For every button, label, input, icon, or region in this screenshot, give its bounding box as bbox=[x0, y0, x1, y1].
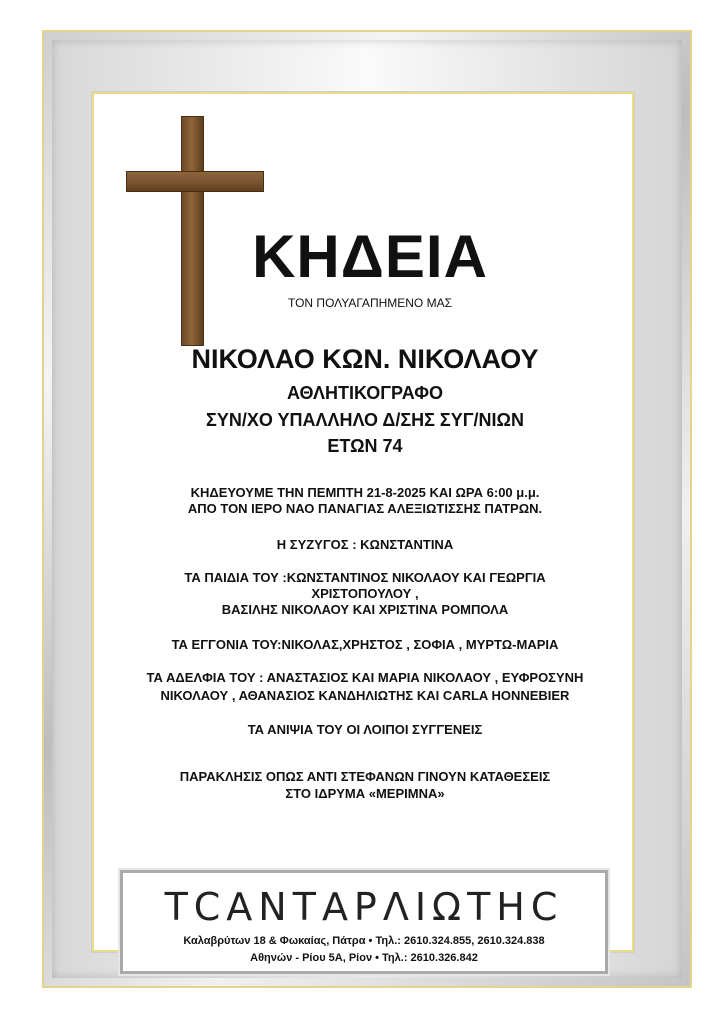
cross-horizontal-beam bbox=[126, 171, 264, 192]
spouse-line: Η ΣΥΖΥΓΟΣ : ΚΩΝΣΤΑΝΤΙΝΑ bbox=[276, 537, 454, 552]
funeral-date-line: ΚΗΔΕΥΟΥΜΕ ΤΗΝ ΠΕΜΠΤΗ 21-8-2025 ΚΑΙ ΩΡΑ 6:00 μ.μ. bbox=[190, 485, 540, 500]
grandchildren-line: ΤΑ ΕΓΓΟΝΙΑ ΤΟΥ:ΝΙΚΟΛΑΣ,ΧΡΗΣΤΟΣ , ΣΟΦΙΑ , ΜΥΡΤΩ-ΜΑΡΙΑ bbox=[171, 637, 559, 652]
deceased-name: ΝΙΚΟΛΑΟ ΚΩΝ. ΝΙΚΟΛΑΟΥ bbox=[191, 344, 539, 374]
children-line-3: ΒΑΣΙΛΗΣ ΝΙΚΟΛΑΟΥ ΚΑΙ ΧΡΙΣΤΙΝΑ ΡΟΜΠΟΛΑ bbox=[221, 602, 509, 617]
funeral-location-line: ΑΠΟ ΤΟΝ ΙΕΡΟ ΝΑΟ ΠΑΝΑΓΙΑΣ ΑΛΕΞΙΩΤΙΣΣΗΣ ΠΑΤΡΩΝ. bbox=[187, 501, 543, 516]
funeral-home-address-2: Αθηνών - Ρίου 5Α, Ρίον • Τηλ.: 2610.326.842 bbox=[250, 952, 478, 964]
deceased-age: ΕΤΩΝ 74 bbox=[327, 436, 403, 456]
siblings-line-1: ΤΑ ΑΔΕΛΦΙΑ ΤΟΥ : ΑΝΑΣΤΑΣΙΟΣ ΚΑΙ ΜΑΡΙΑ ΝΙΚΟΛΑΟΥ , ΕΥΦΡΟΣΥΝΗ bbox=[146, 670, 584, 685]
children-line-2: ΧΡΙΣΤΟΠΟΥΛΟΥ , bbox=[311, 586, 419, 601]
nephews-line: ΤΑ ΑΝΙΨΙΑ ΤΟΥ ΟΙ ΛΟΙΠΟΙ ΣΥΓΓΕΝΕΙΣ bbox=[247, 722, 483, 737]
funeral-home-address-1: Καλαβρύτων 18 & Φωκαίας, Πάτρα • Τηλ.: 2610.324.855, 2610.324.838 bbox=[183, 935, 545, 947]
funeral-home-box bbox=[120, 870, 608, 974]
notice-subline: ΤΟΝ ΠΟΛΥΑΓΑΠΗΜΕΝΟ ΜΑΣ bbox=[287, 296, 453, 310]
siblings-line-2: ΝΙΚΟΛΑΟΥ , ΑΘΑΝΑΣΙΟΣ ΚΑΝΔΗΛΙΩΤΗΣ ΚΑΙ CARLA HONNEBIER bbox=[160, 688, 570, 703]
notice-headline: ΚΗΔΕΙΑ bbox=[252, 223, 488, 290]
deceased-position: ΣΥΝ/ΧΟ ΥΠΑΛΛΗΛΟ Δ/ΣΗΣ ΣΥΓ/ΝΙΩΝ bbox=[206, 410, 524, 430]
funeral-home-logo: ΤCΑΝΤΑΡΛΙΩΤΗC bbox=[164, 885, 564, 929]
donation-request-line-2: ΣΤΟ ΙΔΡΥΜΑ «ΜΕΡΙΜΝΑ» bbox=[285, 786, 445, 801]
deceased-profession: ΑΘΛΗΤΙΚΟΓΡΑΦΟ bbox=[287, 383, 443, 403]
children-line-1: ΤΑ ΠΑΙΔΙΑ ΤΟΥ :ΚΩΝΣΤΑΝΤΙΝΟΣ ΝΙΚΟΛΑΟΥ ΚΑΙ ΓΕΩΡΓΙΑ bbox=[184, 570, 546, 585]
donation-request-line-1: ΠΑΡΑΚΛΗΣΙΣ ΟΠΩΣ ΑΝΤΙ ΣΤΕΦΑΝΩΝ ΓΙΝΟΥΝ ΚΑΤΑΘΕΣΕΙΣ bbox=[179, 769, 551, 784]
